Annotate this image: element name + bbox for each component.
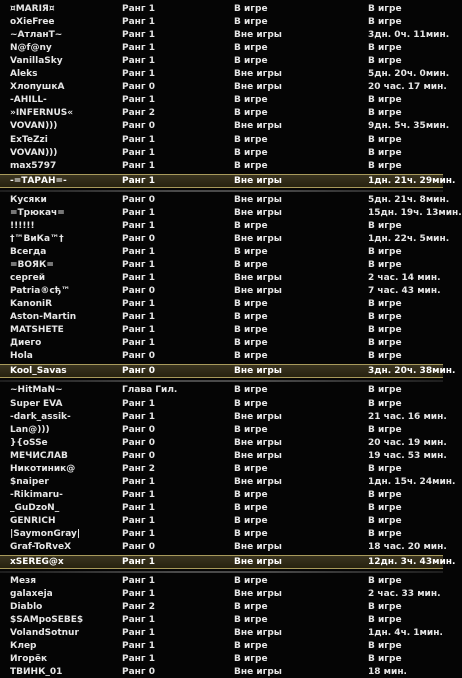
member-rank: Ранг 1 [122, 502, 155, 513]
member-name: ХлопушкА [10, 82, 65, 93]
member-name: max5797 [10, 160, 57, 171]
member-status: Вне игры [234, 628, 282, 639]
member-name: Super EVA [10, 398, 63, 409]
member-last-seen: В игре [368, 312, 402, 323]
member-last-seen: 21 час. 16 мин. [368, 411, 447, 422]
member-status: В игре [234, 385, 268, 396]
member-rank: Ранг 1 [122, 654, 155, 665]
member-last-seen: В игре [368, 398, 402, 409]
member-rank: Ранг 2 [122, 108, 155, 119]
member-row[interactable] [0, 398, 443, 410]
member-last-seen: 5дн. 21ч. 8мин. [368, 194, 450, 205]
member-rank: Ранг 1 [122, 576, 155, 587]
member-row[interactable] [0, 528, 443, 540]
member-row[interactable] [0, 42, 443, 54]
member-status: Вне игры [234, 207, 282, 218]
member-row[interactable] [0, 541, 447, 553]
member-last-seen: В игре [368, 134, 402, 145]
member-status: В игре [234, 246, 268, 257]
member-rank: Ранг 1 [122, 641, 155, 652]
member-status: Вне игры [234, 30, 282, 41]
member-name: xSEREG@x [10, 557, 64, 568]
member-last-seen: 1дн. 15ч. 24мин. [368, 476, 456, 487]
member-row[interactable] [0, 55, 443, 67]
member-last-seen: 18 мин. [368, 667, 407, 678]
member-row[interactable] [0, 259, 443, 271]
member-status: В игре [234, 95, 268, 106]
member-status: В игре [234, 424, 268, 435]
member-row[interactable] [0, 575, 443, 587]
member-name: }{oSSe [10, 437, 48, 448]
member-name: =ВОЯК= [10, 260, 54, 270]
member-status: Вне игры [234, 667, 282, 678]
member-name: сергей [10, 273, 45, 283]
member-name: VOVAN))) [10, 147, 58, 158]
member-row[interactable] [0, 601, 443, 613]
member-name: -dark_assik- [10, 411, 71, 422]
member-rank: Ранг 0 [122, 121, 155, 132]
member-last-seen: В игре [368, 108, 402, 119]
member-rank: Ранг 0 [122, 450, 155, 461]
member-last-seen: В игре [368, 576, 402, 587]
member-status: Вне игры [234, 366, 282, 377]
member-status: В игре [234, 220, 268, 231]
member-last-seen: В игре [368, 95, 402, 106]
member-status: В игре [234, 615, 268, 626]
member-status: Вне игры [234, 69, 282, 80]
member-last-seen: В игре [368, 602, 402, 613]
member-name: oXieFree [10, 17, 55, 28]
member-name: -AHILL- [10, 95, 47, 106]
member-last-seen: В игре [368, 260, 402, 270]
member-last-seen: 19 час. 53 мин. [368, 450, 447, 461]
member-name: ~АтланТ~ [10, 30, 63, 41]
member-rank: Ранг 1 [122, 220, 155, 231]
member-status: В игре [234, 351, 268, 362]
member-status: В игре [234, 147, 268, 158]
member-row[interactable] [0, 107, 443, 119]
member-status: В игре [234, 17, 268, 28]
member-row[interactable] [0, 476, 456, 488]
member-row[interactable] [0, 463, 443, 475]
member-rank: Ранг 1 [122, 69, 155, 80]
member-name: GENRICH [10, 515, 56, 526]
member-name: Graf-ToRveX [10, 542, 72, 552]
member-name: ТВИНК_01 [10, 667, 63, 678]
member-status: В игре [234, 398, 268, 409]
member-last-seen: 1дн. 4ч. 1мин. [368, 628, 443, 639]
member-status: В игре [234, 4, 268, 14]
member-name: Диего [10, 338, 42, 349]
member-last-seen: В игре [368, 351, 402, 362]
member-rank: Ранг 1 [122, 56, 155, 67]
member-row[interactable] [0, 29, 450, 41]
member-last-seen: В игре [368, 17, 402, 28]
member-row[interactable] [0, 337, 443, 349]
member-last-seen: В игре [368, 220, 402, 231]
member-rank: Ранг 1 [122, 628, 155, 639]
member-row[interactable] [0, 666, 443, 678]
member-row[interactable] [0, 298, 443, 310]
member-rank: Ранг 1 [122, 160, 155, 171]
member-name: Всегда [10, 246, 47, 257]
member-status: В игре [234, 576, 268, 587]
member-row[interactable] [0, 653, 443, 665]
member-name: Кусяки [10, 194, 47, 205]
member-status: В игре [234, 160, 268, 171]
member-rank: Ранг 1 [122, 17, 155, 28]
member-row[interactable] [0, 160, 443, 172]
member-last-seen: В игре [368, 246, 402, 257]
member-name: Мезя [10, 576, 37, 587]
member-rank: Ранг 1 [122, 312, 155, 323]
member-name: VanillaSky [10, 56, 63, 67]
member-row[interactable] [0, 81, 447, 93]
member-last-seen: 3дн. 20ч. 38мин. [368, 366, 456, 377]
member-rank: Ранг 1 [122, 4, 155, 14]
member-row[interactable] [0, 147, 443, 159]
member-status: Вне игры [234, 286, 282, 297]
member-name: Lan@))) [10, 424, 50, 435]
member-rank: Ранг 1 [122, 411, 155, 422]
member-row[interactable] [0, 120, 450, 132]
member-row[interactable] [0, 489, 443, 501]
member-rank: Ранг 1 [122, 589, 155, 600]
member-name: $SAMpoSEBE$ [10, 615, 84, 626]
member-last-seen: 2 час. 33 мин. [368, 589, 441, 600]
member-last-seen: 12дн. 3ч. 43мин. [368, 557, 456, 568]
member-status: В игре [234, 338, 268, 349]
member-status: В игре [234, 325, 268, 336]
member-status: Вне игры [234, 557, 282, 568]
member-rank: Ранг 2 [122, 602, 155, 613]
member-name: MATSHETE [10, 325, 64, 336]
member-status: Вне игры [234, 437, 282, 448]
member-status: Вне игры [234, 589, 282, 600]
member-name: !!!!!! [10, 220, 35, 231]
member-last-seen: В игре [368, 43, 402, 54]
member-name: ExTeZzi [10, 134, 48, 145]
member-rank: Ранг 1 [122, 398, 155, 409]
member-status: В игре [234, 641, 268, 652]
member-status: В игре [234, 502, 268, 513]
group-divider [0, 380, 443, 382]
member-status: В игре [234, 489, 268, 500]
member-status: Вне игры [234, 194, 282, 205]
member-name: Aston-Martin [10, 312, 77, 323]
member-row[interactable] [0, 588, 443, 600]
member-last-seen: В игре [368, 325, 402, 336]
member-status: В игре [234, 515, 268, 526]
member-status: Вне игры [234, 175, 282, 186]
member-status: Вне игры [234, 450, 282, 461]
member-status: Вне игры [234, 121, 282, 132]
member-last-seen: В игре [368, 502, 402, 513]
member-name: -=ТАРАН=- [10, 175, 67, 186]
member-rank: Ранг 1 [122, 95, 155, 106]
member-name: Aleks [10, 69, 38, 80]
member-rank: Ранг 1 [122, 30, 155, 41]
member-row-selected[interactable] [0, 174, 456, 188]
member-row[interactable] [0, 411, 447, 423]
member-last-seen: В игре [368, 654, 402, 665]
member-last-seen: 2 час. 14 мин. [368, 273, 441, 283]
member-name: Patria®cђ™ [10, 286, 71, 297]
member-last-seen: 1дн. 22ч. 5мин. [368, 233, 450, 244]
member-last-seen: В игре [368, 515, 402, 526]
member-rank: Ранг 1 [122, 147, 155, 158]
member-last-seen: В игре [368, 56, 402, 67]
member-name: ~HitMaN~ [10, 385, 63, 396]
member-status: Вне игры [234, 273, 282, 283]
member-last-seen: 5дн. 20ч. 0мин. [368, 69, 450, 80]
member-row[interactable] [0, 272, 443, 284]
member-row[interactable] [0, 437, 447, 449]
member-row[interactable] [0, 16, 443, 28]
member-name: =Трюкач= [10, 207, 65, 218]
member-status: В игре [234, 654, 268, 665]
member-rank: Ранг 1 [122, 515, 155, 526]
member-row[interactable] [0, 627, 443, 639]
member-last-seen: В игре [368, 385, 402, 396]
member-rank: Ранг 1 [122, 43, 155, 54]
member-row[interactable] [0, 311, 443, 323]
member-rank: Ранг 0 [122, 667, 155, 678]
member-row[interactable] [0, 194, 450, 206]
member-name: »INFERNUS« [10, 108, 74, 119]
member-rank: Ранг 1 [122, 299, 155, 310]
member-rank: Ранг 0 [122, 286, 155, 297]
member-rank: Ранг 1 [122, 489, 155, 500]
member-status: В игре [234, 312, 268, 323]
member-name: ¤MARIЯ¤ [10, 4, 55, 14]
member-row[interactable] [0, 68, 450, 80]
member-rank: Ранг 0 [122, 194, 155, 205]
member-rank: Глава Гил. [122, 385, 178, 396]
member-status: Вне игры [234, 411, 282, 422]
member-row[interactable] [0, 515, 443, 527]
member-name: -Rikimaru- [10, 489, 63, 500]
member-rank: Ранг 1 [122, 260, 155, 270]
member-name: $naiper [10, 476, 49, 487]
member-row[interactable] [0, 207, 462, 219]
member-rank: Ранг 0 [122, 366, 155, 377]
member-rank: Ранг 0 [122, 437, 155, 448]
member-status: В игре [234, 299, 268, 310]
member-status: В игре [234, 56, 268, 67]
member-last-seen: В игре [368, 463, 402, 474]
member-name: Hola [10, 351, 33, 362]
member-rank: Ранг 1 [122, 529, 155, 539]
member-name: VOVAN))) [10, 121, 58, 132]
member-rank: Ранг 0 [122, 351, 155, 362]
member-rank: Ранг 1 [122, 246, 155, 257]
member-row[interactable] [0, 450, 447, 462]
member-rank: Ранг 0 [122, 82, 155, 93]
member-last-seen: В игре [368, 160, 402, 171]
member-last-seen: В игре [368, 641, 402, 652]
member-name: Никотиник@ [10, 463, 76, 474]
member-row[interactable] [0, 94, 443, 106]
member-rank: Ранг 1 [122, 476, 155, 487]
member-name: galaxeja [10, 589, 53, 600]
member-name: |SaymonGray| [10, 529, 81, 539]
member-last-seen: В игре [368, 338, 402, 349]
member-last-seen: 15дн. 19ч. 13мин. [368, 207, 462, 218]
member-status: Вне игры [234, 233, 282, 244]
group-divider [0, 190, 443, 192]
member-rank: Ранг 1 [122, 325, 155, 336]
member-last-seen: В игре [368, 299, 402, 310]
member-rank: Ранг 0 [122, 542, 155, 552]
member-last-seen: 3дн. 0ч. 11мин. [368, 30, 450, 41]
member-rank: Ранг 1 [122, 175, 155, 186]
member-status: Вне игры [234, 82, 282, 93]
member-name: †™ВиКа™† [10, 233, 64, 244]
member-status: В игре [234, 43, 268, 54]
member-row[interactable] [0, 424, 443, 436]
member-rank: Ранг 2 [122, 463, 155, 474]
member-name: KanoniR [10, 299, 53, 310]
member-row[interactable] [0, 220, 443, 232]
member-row[interactable] [0, 640, 443, 652]
member-status: В игре [234, 260, 268, 270]
member-rank: Ранг 1 [122, 338, 155, 349]
member-name: Игорёк [10, 654, 48, 665]
group-divider [0, 571, 443, 573]
member-status: Вне игры [234, 476, 282, 487]
member-row[interactable] [0, 614, 443, 626]
member-row-selected[interactable] [0, 555, 456, 569]
member-status: В игре [234, 108, 268, 119]
member-rank: Ранг 1 [122, 273, 155, 283]
member-rank: Ранг 1 [122, 134, 155, 145]
member-last-seen: 20 час. 17 мин. [368, 82, 447, 93]
member-last-seen: В игре [368, 489, 402, 500]
member-rank: Ранг 1 [122, 615, 155, 626]
member-row[interactable] [0, 384, 443, 396]
member-row[interactable] [0, 324, 443, 336]
member-last-seen: В игре [368, 615, 402, 626]
member-last-seen: 18 час. 20 мин. [368, 542, 447, 552]
member-status: Вне игры [234, 542, 282, 552]
member-name: VolandSotnur [10, 628, 79, 639]
member-rank: Ранг 1 [122, 557, 155, 568]
member-last-seen: В игре [368, 147, 402, 158]
member-rank: Ранг 0 [122, 424, 155, 435]
member-last-seen: 9дн. 5ч. 35мин. [368, 121, 450, 132]
member-row[interactable] [0, 134, 443, 146]
member-row-selected[interactable] [0, 364, 456, 378]
member-name: Клер [10, 641, 37, 652]
member-name: Kool_Savas [10, 366, 67, 377]
member-name: МЕЧИСЛАВ [10, 450, 68, 461]
member-row[interactable] [0, 350, 443, 362]
member-row[interactable] [0, 246, 443, 258]
member-status: В игре [234, 602, 268, 613]
member-rank: Ранг 0 [122, 233, 155, 244]
member-name: N@f@ny [10, 43, 52, 54]
member-row[interactable] [0, 3, 443, 15]
member-status: В игре [234, 463, 268, 474]
member-rank: Ранг 1 [122, 207, 155, 218]
member-last-seen: 7 час. 43 мин. [368, 286, 441, 297]
member-status: В игре [234, 134, 268, 145]
member-name: Diablo [10, 602, 43, 613]
member-row[interactable] [0, 502, 443, 514]
member-status: В игре [234, 529, 268, 539]
member-last-seen: 1дн. 21ч. 29мин. [368, 175, 456, 186]
member-last-seen: В игре [368, 529, 402, 539]
member-last-seen: 20 час. 19 мин. [368, 437, 447, 448]
member-last-seen: В игре [368, 4, 402, 14]
member-name: _GuDzoN_ [10, 502, 60, 513]
member-last-seen: В игре [368, 424, 402, 435]
member-row[interactable] [0, 285, 443, 297]
member-row[interactable] [0, 233, 450, 245]
